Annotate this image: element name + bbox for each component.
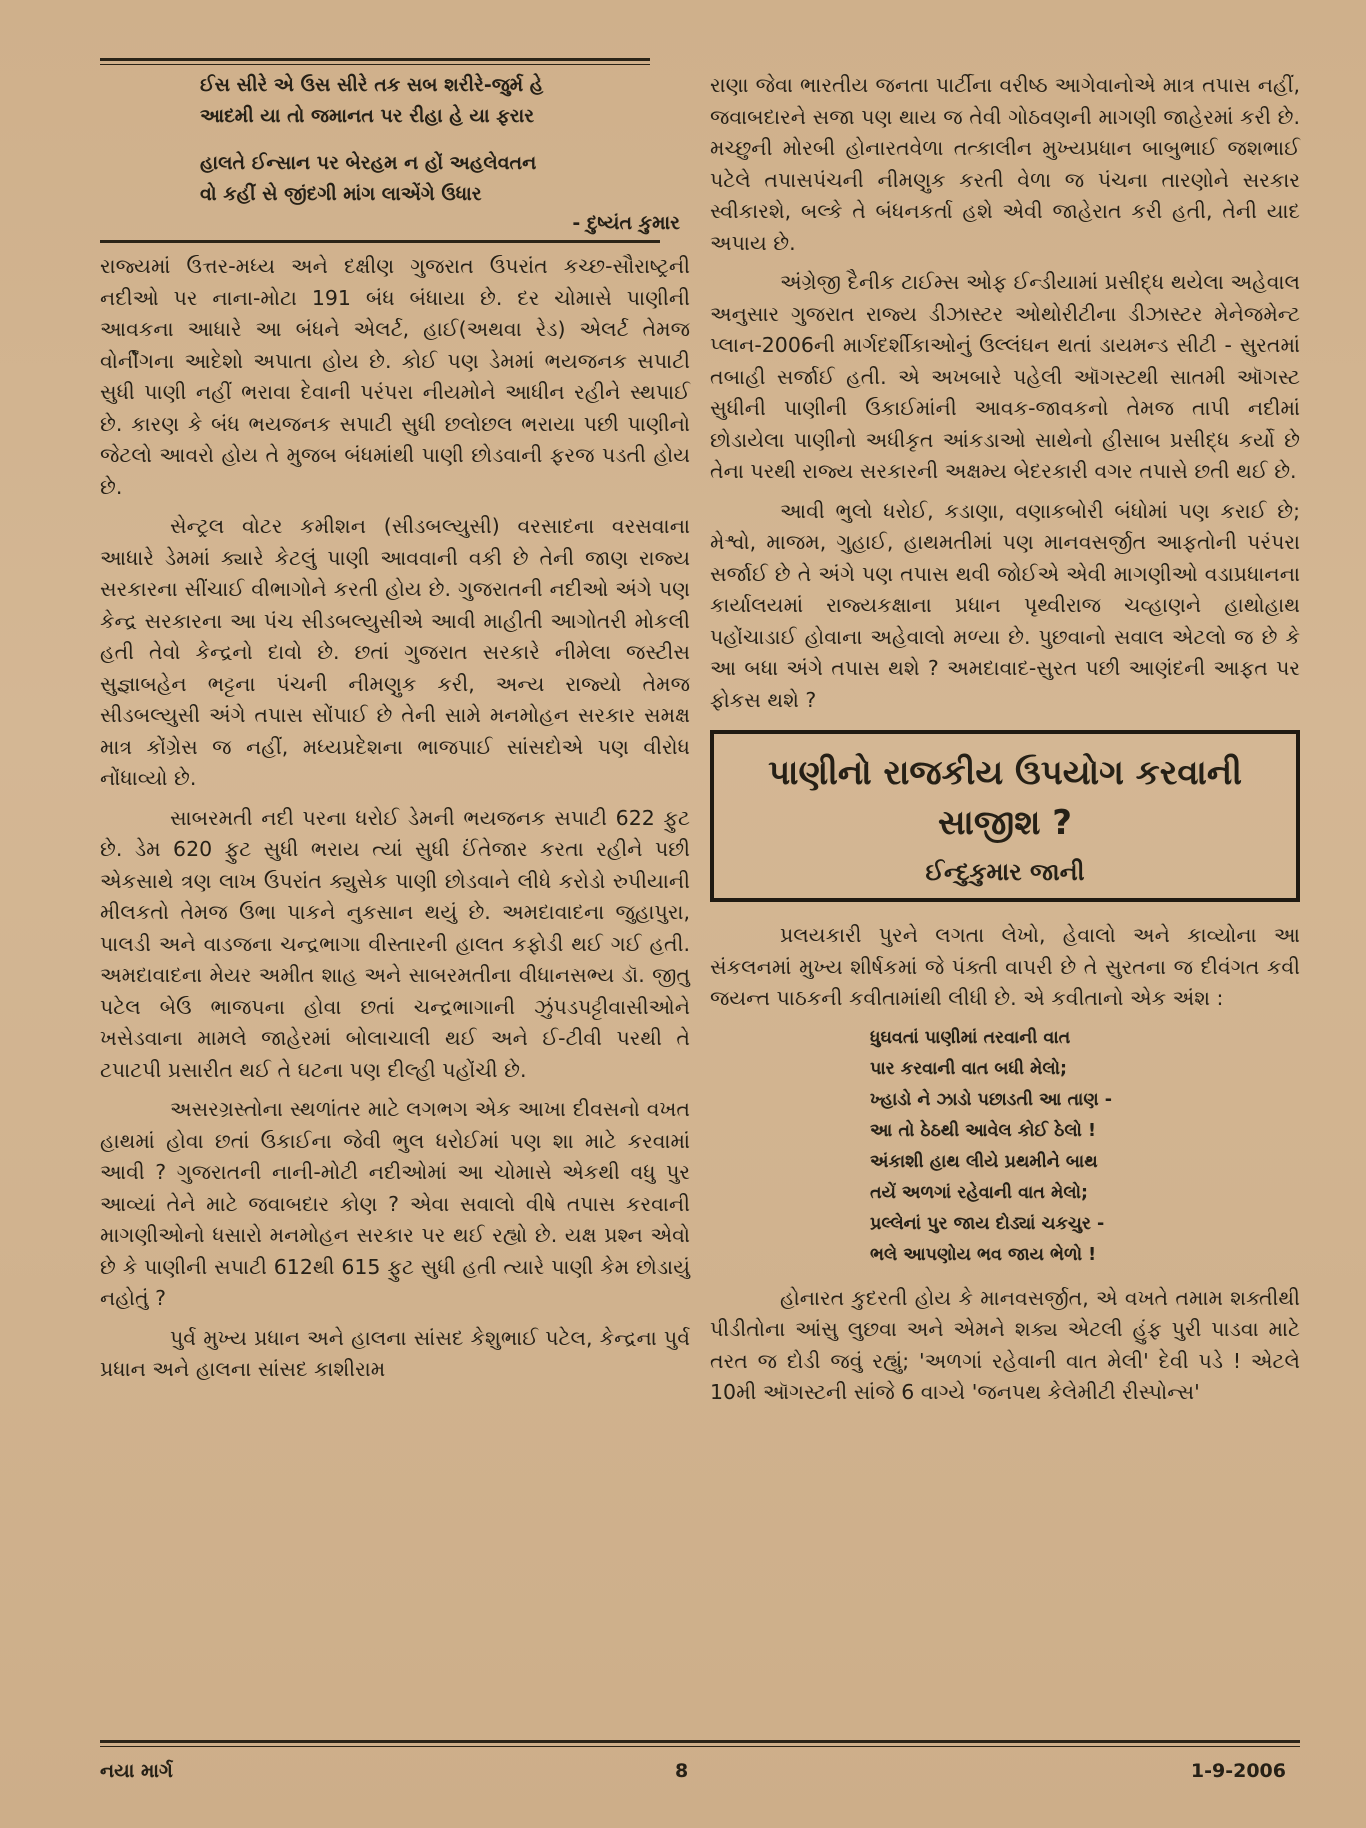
verse-line: પાર કરવાની વાત બધી મેલો; <box>870 1058 1068 1079</box>
paragraph: આવી ભુલો ધરોઈ, કડાણા, વણાકબોરી બંધોમાં પણ કરાઈ છે; મેશ્વો, માજમ, ગુહાઈ, હાથમતીમાં પણ માનવસર્જીત આફતોની પરંપરા સર્જાઈ છે તે અંગે પણ તપાસ થવી જોઈએ એવી માગણીઓ વડાપ્રધાનના કાર્યાલયમાં રાજ્યકક્ષાના પ્રધાન પૃથ્વીરાજ ચવ્હાણને હાથોહાથ પહોંચાડાઈ હોવાના અહેવાલો મળ્યા છે. પુછવાનો સવાલ એટલો જ છે કે આ બધા અંગે તપાસ થશે ? અમદાવાદ-સુરત પછી આણંદની આફત પર ફોકસ થશે ? <box>710 498 1300 712</box>
poem-line: હાલતે ઈન્સાન પર બેરહમ ન હોં અહલેવતન <box>200 152 537 174</box>
poem-line: વો કહીં સે જીંદગી માંગ લાએંગે ઉધાર <box>200 183 482 205</box>
verse-line: તયેં અળગાં રહેવાની વાત મેલો; <box>870 1182 1088 1203</box>
verse-line: ખ્હાડો ને ઝાડો પછાડતી આ તાણ - <box>870 1089 1112 1110</box>
paragraph: અસરગ્રસ્તોના સ્થળાંતર માટે લગભગ એક આખા દીવસનો વખત હાથમાં હોવા છતાં ઉકાઈના જેવી ભુલ ધરોઈમાં પણ શા માટે કરવામાં આવી ? ગુજરાતની નાની-મોટી નદીઓમાં આ ચોમાસે એકથી વધુ પુર આવ્યાં તેને માટે જવાબદાર કોણ ? એવા સવાલો વીષે તપાસ કરવાની માગણીઓનો ધસારો મનમોહન સરકાર પર થઈ રહ્યો છે. યક્ષ પ્રશ્ન એવો છે કે પાણીની સપાટી 612થી 615 ફુટ સુધી હતી ત્યારે પાણી કેમ છોડાયું નહોતું ? <box>100 1097 690 1310</box>
verse-line: ભલે આપણોય ભવ જાય ભેળો ! <box>870 1244 1097 1265</box>
epigraph-poem <box>100 70 690 210</box>
article-title: પાણીનો રાજકીય ઉપયોગ કરવાની સાજીશ ? <box>768 753 1242 843</box>
paragraph: સેન્ટ્રલ વોટર કમીશન (સીડબલ્યુસી) વરસાદના વરસવાના આધારે ડેમમાં ક્યારે કેટલું પાણી આવવાની વકી છે તેની જાણ રાજ્ય સરકારના સીંચાઈ વીભાગોને કરતી હોય છે. ગુજરાતની નદીઓ અંગે પણ કેન્દ્ર સરકારના આ પંચ સીડબલ્યુસીએ આવી માહીતી આગોતરી મોકલી હતી તેવો કેન્દ્રનો દાવો છે. છતાં ગુજરાત સરકારે નીમેલા જસ્ટીસ સુજ્ઞાબહેન ભટ્ટના પંચની નીમણુક કરી, અન્ય રાજ્યો તેમજ સીડબલ્યુસી અંગે તપાસ સોંપાઈ છે તેની સામે મનમોહન સરકાર સમક્ષ માત્ર કોંગ્રેસ જ નહીં, મધ્યપ્રદેશના ભાજપાઈ સાંસદોએ પણ વીરોધ નોંધાવ્યો છે. <box>100 514 690 790</box>
footer-rule <box>100 1740 1300 1743</box>
paragraph: સાબરમતી નદી પરના ધરોઈ ડેમની ભયજનક સપાટી 622 ફુટ છે. ડેમ 620 ફુટ સુધી ભરાય ત્યાં સુધી ઈંતેજાર કરતા રહીને પછી એકસાથે ત્રણ લાખ ઉપરાંત ક્યુસેક પાણી છોડવાને લીધે કરોડો રુપીયાની મીલકતો તેમજ ઉભા પાકને નુકસાન થયું છે. અમદાવાદના જુહાપુરા, પાલડી અને વાડજના ચન્દ્રભાગા વીસ્તારની હાલત કફોડી થઈ ગઈ હતી. અમદાવાદના મેયર અમીત શાહ અને સાબરમતીના વીધાનસભ્ય ડૉ. જીતુ પટેલ બેઉ ભાજપના હોવા છતાં ચન્દ્રભાગાની ઝુંપડપટ્ટીવાસીઓને ખસેડવાના મામલે જાહેરમાં બોલાચાલી થઈ અને ઈ-ટીવી પરથી તે ટપાટપી પ્રસારીત થઈ તે ઘટના પણ દીલ્હી પહોંચી છે. <box>100 805 690 1082</box>
right-column <box>710 70 1300 1417</box>
poem-author: - દુષ્યંત કુમાર <box>572 212 680 234</box>
article-title-box <box>710 730 1300 902</box>
paragraph: રાજ્યમાં ઉત્તર-મધ્ય અને દક્ષીણ ગુજરાત ઉપરાંત કચ્છ-સૌરાષ્ટ્રની નદીઓ પર નાના-મોટા 191 બંધ બંધાયા છે. દર ચોમાસે પાણીની આવકના આધારે આ બંધને એલર્ટ, હાઈ(અથવા રેડ) એલર્ટ તેમજ વોર્નીંગના આદેશો અપાતા હોય છે. કોઈ પણ ડેમમાં ભયજનક સપાટી સુધી પાણી નહીં ભરાવા દેવાની પરંપરા નીયમોને આધીન રહીને સ્થપાઈ છે. કારણ કે બંધ ભયજનક સપાટી સુધી છલોછલ ભરાયા પછી પાણીનો જેટલો આવરો હોય તે મુજબ બંધમાંથી પાણી છોડવાની ફરજ પડતી હોય છે. <box>100 254 690 499</box>
footer-rule-thin <box>100 1746 1300 1747</box>
article-intro: પ્રલયકારી પુરને લગતા લેખો, હેવાલો અને કાવ્યોના આ સંકલનમાં મુખ્ય શીર્ષકમાં જે પંક્તી વાપરી છે તે સુરતના જ દીવંગત કવી જયન્ત પાઠકની કવીતામાંથી લીધી છે. એ કવીતાનો એક અંશ : <box>710 923 1300 1010</box>
paragraph: પુર્વ મુખ્ય પ્રધાન અને હાલના સાંસદ કેશુભાઈ પટેલ, કેન્દ્રના પુર્વ પ્રધાન અને હાલના સાંસદ કાશીરામ <box>100 1325 690 1381</box>
verse-line: અંકાશી હાથ લીયે પ્રથમીને બાથ <box>870 1151 1098 1172</box>
left-column <box>100 70 690 1394</box>
magazine-name: નયા માર્ગ <box>100 1760 173 1782</box>
paragraph: અંગ્રેજી દૈનીક ટાઈમ્સ ઓફ ઈન્ડીયામાં પ્રસીદ્ધ થયેલા અહેવાલ અનુસાર ગુજરાત રાજ્ય ડીઝાસ્ટર ઓથોરીટીના ડીઝાસ્ટર મેનેજમેન્ટ પ્લાન-2006ની માર્ગદર્શીકાઓનું ઉલ્લંઘન થતાં ડાયમન્ડ સીટી - સુરતમાં તબાહી સર્જાઈ હતી. એ અખબારે પહેલી ઑગસ્ટથી સાતમી ઑગસ્ટ સુધીની પાણીની ઉકાઈમાંની આવક-જાવકનો તેમજ તાપી નદીમાં છોડાયેલા પાણીનો અધીકૃત આંકડાઓ સાથેનો હીસાબ પ્રસીદ્ધ કર્યો છે તેના પરથી રાજ્ય સરકારની અક્ષમ્ય બેદરકારી વગર તપાસે છતી થઈ છે. <box>710 270 1300 483</box>
verse-line: ધુઘવતાં પાણીમાં તરવાની વાત <box>870 1027 1071 1048</box>
verse-line: પ્રલ્લેનાં પુર જાય દોડ્યાં ચકચુર - <box>870 1213 1105 1234</box>
poem-rule <box>100 240 660 243</box>
verse-line: આ તો ઠેઠથી આવેલ કોઈ ઠેલો ! <box>870 1120 1096 1141</box>
poem-line: આદમી યા તો જમાનત પર રીહા હે યા ફરાર <box>200 105 535 127</box>
poem-line: ઈસ સીરે એ ઉસ સીરે તક સબ શરીરે-જુર્મ હે <box>200 74 544 96</box>
top-rule <box>100 58 650 61</box>
quoted-verse <box>710 1023 1300 1271</box>
article-closing: હોનારત કુદરતી હોય કે માનવસર્જીત, એ વખતે તમામ શક્તીથી પીડીતોના આંસુ લુછવા અને એમને શક્ય એટલી હુંફ પુરી પાડવા માટે તરત જ દોડી જવું રહ્યું; 'અળગાં રહેવાની વાત મેલી' દેવી પડે ! એટલે 10મી ઑગસ્ટની સાંજે 6 વાગ્યે 'જનપથ કેલેમીટી રીસ્પોન્સ' <box>710 1285 1300 1404</box>
top-rule-thin <box>100 64 650 65</box>
page-number: 8 <box>675 1760 689 1782</box>
issue-date: 1-9-2006 <box>1190 1760 1286 1782</box>
paragraph: રાણા જેવા ભારતીય જનતા પાર્ટીના વરીષ્ઠ આગેવાનોએ માત્ર તપાસ નહીં, જવાબદારને સજા પણ થાય જ તેવી ગોઠવણની માગણી જાહેરમાં કરી છે. મચ્છુની મોરબી હોનારતવેળા તત્કાલીન મુખ્યપ્રધાન બાબુભાઈ જશભાઈ પટેલે તપાસપંચની નીમણુક કરતી વેળા જ પંચના તારણોને સરકાર સ્વીકારશે, બલ્કે તે બંધનકર્તા હશે એવી જાહેરાત કરી હતી, તેની યાદ અપાય છે. <box>710 73 1300 255</box>
article-author: ઈન્દુકુમાર જાની <box>925 858 1085 886</box>
